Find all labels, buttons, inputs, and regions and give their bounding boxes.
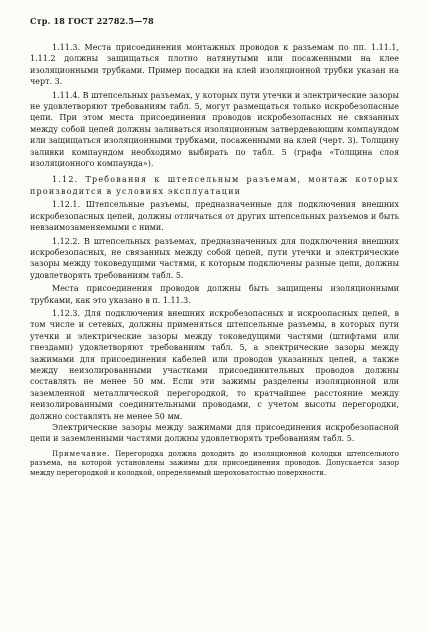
paragraph-1-12-2: 1.12.2. В штепсельных разъемах, предназначенных для подключения внешних искробезопасных, не связанных между собой цепей, пути утечки и электрические зазоры между токоведущими частями, к которым подключены разные цепи, должны удовлетворять требованиям табл. 5.: [30, 236, 399, 280]
note-label: Примечание.: [52, 449, 111, 458]
note-paragraph: [30, 450, 399, 479]
paragraph-1-11-3: 1.11.3. Места присоединения монтажных проводов к разъемам по пп. 1.11.1, 1.11.2 должны защищаться плотно натянутыми или посаженными на клее изоляционными трубками. Пример посадки на клей изоляционной трубки указан на черт. 3.: [30, 43, 399, 87]
paragraph-1-11-4: 1.11.4. В штепсельных разъемах, у которых пути утечки и электрические зазоры не удовлетворяют требованиям табл. 5, могут размещаться только искробезопасные цепи. При этом места присоединения проводов искробезопасных не связанных между собой цепей должны заливаться изоляционным затвердевающим компаундом или защищаться изоляционными трубками, посаженными на клей (черт. 3). Толщину заливки компаундом необходимо выбирать по табл. 5 (графа «Толщина слоя изоляционного компаунда»).: [30, 90, 399, 169]
note-text: Перегородка должна доходить до изоляционной колодки штепсельного разъема, на которой установлены зажимы для присоединения проводов. Допускается зазор между перегородкой и колодкой, определяемый шероховатостью поверхности.: [30, 449, 399, 477]
document-body: [30, 42, 399, 479]
paragraph-wire-connection-protection: Места присоединения проводов должны быть защищены изоляционными трубками, как это указано в п. 1.11.3.: [30, 284, 399, 305]
page-header: Стр. 18 ГОСТ 22782.5—78: [30, 16, 154, 26]
section-heading-1-12: 1.12. Требования к штепсельным разъемам, монтаж которых производится в условиях эксплуатации: [30, 175, 399, 196]
paragraph-electrical-clearances: Электрические зазоры между зажимами для присоединения искробезопасной цепи и заземленными частями должны удовлетворять требованиям табл. 5.: [30, 423, 399, 444]
paragraph-1-12-3: 1.12.3. Для подключения внешних искробезопасных и искроопасных цепей, в том числе и сетевых, должны применяться штепсельные разъемы, в которых пути утечки и электрические зазоры между токоведущими частями (штифтами или гнездами) удовлетворяют требованиям табл. 5, а электрические зазоры между зажимами для присоединения кабелей или проводов указанных цепей, а также между неизолированными участками присоединительных проводов должны составлять не менее 50 мм. Если эти зажимы разделены изоляционной или заземленной металлической перегородкой, то кратчайшее расстояние между неизолированными соединительными проводами, с учетом высоты перегородки, должно составлять не менее 50 мм.: [30, 308, 399, 421]
paragraph-1-12-1: 1.12.1. Штепсельные разъемы, предназначенные для подключения внешних искробезопасных цепей, должны отличаться от других штепсельных разъемов и быть невзаимозаменяемыми с ними.: [30, 200, 399, 233]
